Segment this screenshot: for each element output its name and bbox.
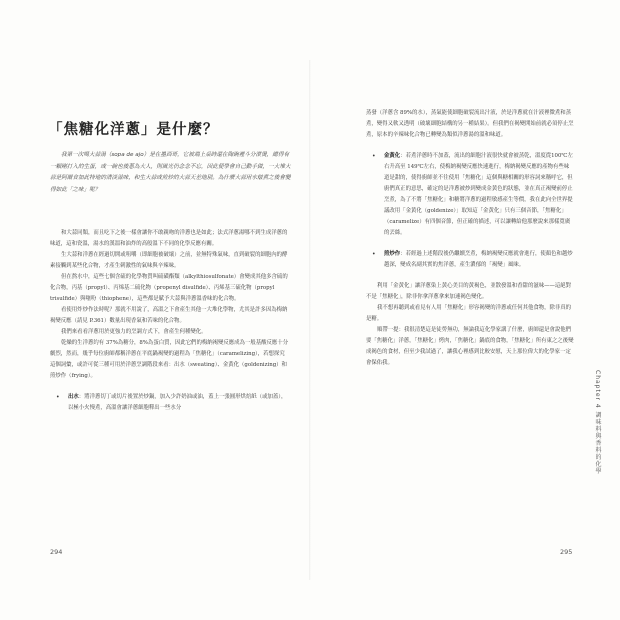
continuation-paragraph: 蒸發（洋蔥含 89%的水），蒸氣能使細胞破裂流出汁液，於是洋蔥就在汁液裡微煮和蒸煮，變得又軟又透明（破壞細胞結構的另一種結果）。但我們在褐變開始前就必須停止烹煮，原本的辛辣味化合物已轉變為類似洋蔥湯的溫和味道。 bbox=[366, 110, 574, 138]
bullet-text: ：若煮洋蔥時不加蓋，流出的細胞汁液很快就會被蒸乾，溫度從100℃左右升高至 149℃左右，使梅納褐變反應快速進行，梅納褐變反應的產物有些味道是甜的，使得廚師並不往使用「焦糖化」這個與糖相關的形容詞來稱呼它，但廚們真正的意思，確定的是洋蔥被炒到變成金黃色的狀態，並在真正褐變前停止烹煮，為了不將「焦糖化」和糖將洋蔥的過程敏感產生等價，我在此向全世界提議改用「金黃化（goldenize）」取知這「金黃化」只有三個音節，「焦糖化」（caramelize）有四個音節，但正確的描述，可以讓轉給他那麼說來那樣寬廣的丟絲。 bbox=[384, 153, 573, 236]
left-body-text bbox=[50, 228, 290, 414]
intro-paragraph: 我第一次喝大蒜湯（sopa de ajo）是在墨西哥，它被端上桌時還在陶碗裡斗分滾燙，總得有一顆剛打入的生蛋，或一碗也後蔥為大人，則風光仍念念不忘，因此便學會自己動手做，一大堆大蒜是阿爾食加此特地的清淡滋味，和生大蒜或煎炒的大蒜天差地別。為什麼大蒜用水燉煮之後會變得如此「之味」呢？ bbox=[50, 152, 291, 193]
bullet-dot-icon: • bbox=[372, 153, 376, 160]
body-paragraph: 我不想再聽到或看見有人用「焦糖化」形容褐變的洋蔥或任何其他食物，除非真的是糖。 bbox=[366, 305, 572, 322]
bullet-text: ：將洋蔥切丁或切片後置於炒鍋，加入少許奶油或油，蓋上一張圓形烘焙紙（或加蓋），以極小火慢煮，高溫會讓洋蔥細胞釋出一些水分 bbox=[68, 394, 287, 411]
body-paragraph: 生大蒜和洋蔥在經過切開或咀嚼（即細胞被破壞）之前，並無特殊氣味，直到破裂的細胞內的酵素接觸到某些化合物，才產生刺激性的氣味與辛辣味。 bbox=[50, 252, 288, 269]
bullet-frying bbox=[366, 249, 574, 271]
page-number-left: 294 bbox=[50, 548, 63, 556]
bullet-term: 煎炒作 bbox=[384, 251, 401, 257]
body-paragraph: 我們來看看洋蔥用於更強力的烹調方式下，會產生何種變化。 bbox=[61, 329, 207, 335]
page-number-right: 295 bbox=[560, 548, 573, 556]
bullet-text: ：若經過上述階段後仍繼續烹煮，梅納褐變反應就會進行，使顏色和越炒越深，變成名副其實的焦洋蔥，產生濃郁的「褐變」風味。 bbox=[384, 251, 573, 268]
bullet-dot-icon: • bbox=[372, 251, 376, 258]
body-paragraph: 順帶一提：我很清楚這是徒勞無功，無論我這化學家講了什麼，廚師還是會說他們要「焦糖化」洋蔥，「焦糖化」烤肉，「焦糖化」鍋底的食物，「焦糖化」所有東之之後變成褐色的食材，但至少我試過了，讓我心裡感到比較安慰，天上那位偉大的化學家一定會保佑我。 bbox=[366, 327, 574, 366]
chapter-tab: Chapter 4 調味料與香料的化學 bbox=[594, 370, 601, 475]
bullet-dot-icon: • bbox=[56, 394, 60, 401]
section-title: 「焦糖化洋蔥」是什麼？ bbox=[48, 121, 219, 138]
bullet-goldenizing bbox=[366, 151, 574, 239]
body-paragraph: 乾燥的生洋蔥約有 37%為糖分，8%為蛋白質，因此它們的梅納褐變反應成為一般基酸反應十分劇烈，然而，幾乎每位廚師都稱洋蔥在平底鍋褐變的過程為「焦糖化」（caramelizing），若想探究這個詞彙，或許可從三種可用於洋蔥烹調階段來看：出水（sweating）、金黃化（goldenizing）和煎炒作（frying）。 bbox=[50, 340, 289, 379]
bullet-term: 金黃化 bbox=[384, 153, 401, 159]
right-body-text bbox=[366, 108, 574, 369]
body-paragraph: 看使用炸炒作法時呢？那就不用說了，高溫之下會產生其他一大堆化學物，尤其是許多因為梅納褐變反應（請見 P.361）數量出現香氣和苦味的化合物。 bbox=[50, 307, 288, 324]
body-paragraph: 和大蒜同類，而且吃下之後一樣會讓你不敢親吻的洋蔥也是如此；法式洋蔥湯哪不到生成洋蔥的味道，這和瓷溫，湯水的漢溫和油炸的高般溫下不同的化學反應有關。 bbox=[50, 230, 288, 247]
bullet-sweating bbox=[50, 392, 290, 414]
body-paragraph: 利用「金黃化」讓洋蔥染上黃心美目的黃褐色，並散發溫和香甜的滋味——這絕對不是「焦糖化」，除非你拿洋蔥拿來加速褐色變化。 bbox=[366, 283, 572, 300]
bullet-term: 出水 bbox=[68, 394, 79, 400]
body-paragraph: 但在熬水中，這些七個含硫的化學物質叫硫磺酯類（alkylthiosulfonate）會變成其他多含硫的化合物，丙基（propyl）、丙烯基二硫化物（propenyl disulfide）、丙烯基三硫化物（propyl trisulfide）與噻吩（thiophene），這些都是賦予大蒜與洋蔥溫香味的化合物。 bbox=[50, 274, 288, 302]
